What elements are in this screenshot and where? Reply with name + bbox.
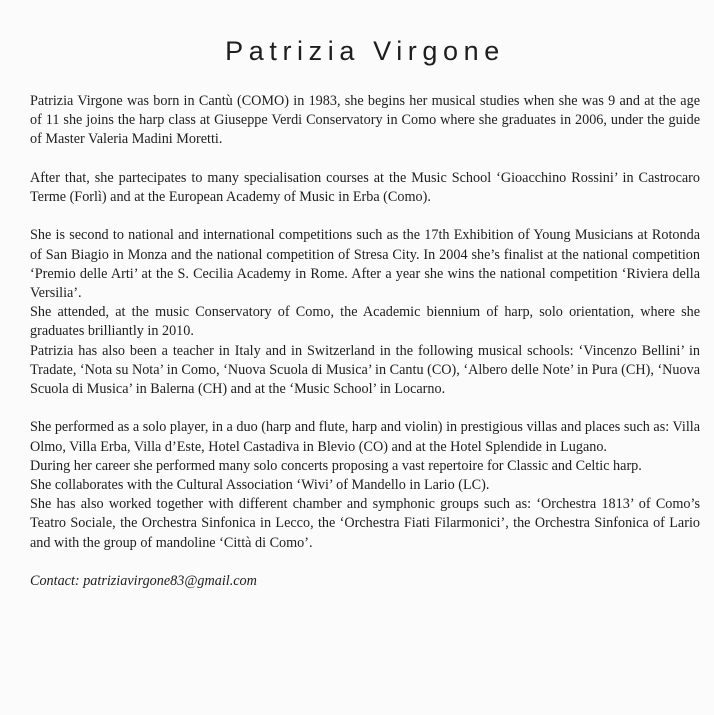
paragraph-gap xyxy=(30,399,700,418)
paragraph-cultural-association: She collaborates with the Cultural Association ‘Wivi’ of Mandello in Lario (LC). xyxy=(30,477,490,494)
paragraph-gap xyxy=(30,207,700,226)
contact-line: Contact: patriziavirgone83@gmail.com xyxy=(30,573,257,590)
paragraph-gap xyxy=(30,150,700,169)
paragraph-specialisation-courses: After that, she partecipates to many specialisation courses at the Music School ‘Gioacchino Rossini’ in Castrocaro Terme (Forlì) and at the European Academy of Music in Erba (Como). xyxy=(30,169,700,205)
biography-body xyxy=(30,92,700,553)
paragraph-birth-and-studies: Patrizia Virgone was born in Cantù (COMO) in 1983, she begins her musical studies when she was 9 and at the age of 11 she joins the harp class at Giuseppe Verdi Conservatory in Como where she graduates in 2006, under the guide of Master Valeria Madini Moretti. xyxy=(30,93,700,148)
paragraph-orchestras: She has also worked together with different chamber and symphonic groups such as: ‘Orchestra 1813’ of Como’s Teatro Sociale, the Orchestra Sinfonica in Lecco, the ‘Orchestra Fiati Filarmonici’, the Orchestra Sinfonica of Lario and with the group of mandoline ‘Città di Como’. xyxy=(30,496,700,551)
paragraph-solo-concerts: During her career she performed many solo concerts proposing a vast repertoire for Classic and Celtic harp. xyxy=(30,457,642,474)
page-title: Patrizia Virgone xyxy=(225,36,505,66)
paragraph-competitions: She is second to national and international competitions such as the 17th Exhibition of Young Musicians at Rotonda of San Biagio in Monza and the national competition of Stresa City. In 2004 she’s finalist at the national competition ‘Premio delle Arti’ at the S. Cecilia Academy in Rome. After a year she wins the national competition ‘Riviera della Versilia’. xyxy=(30,227,700,301)
paragraph-performances: She performed as a solo player, in a duo (harp and flute, harp and violin) in prestigious villas and places such as: Villa Olmo, Villa Erba, Villa d’Este, Hotel Castadiva in Blevio (CO) and at the Hotel Splendide in Lugano. xyxy=(30,419,700,455)
paragraph-academic-biennium: She attended, at the music Conservatory of Como, the Academic biennium of harp, solo orientation, where she graduates brilliantly in 2010. xyxy=(30,304,700,340)
paragraph-teaching: Patrizia has also been a teacher in Italy and in Switzerland in the following musical schools: ‘Vincenzo Bellini’ in Tradate, ‘Nota su Nota’ in Como, ‘Nuova Scuola di Musica’ in Cantu (CO), ‘Albero delle Note’ in Pura (CH), ‘Nuova Scuola di Musica’ in Balerna (CH) and at the ‘Music School’ in Locarno. xyxy=(30,342,700,398)
